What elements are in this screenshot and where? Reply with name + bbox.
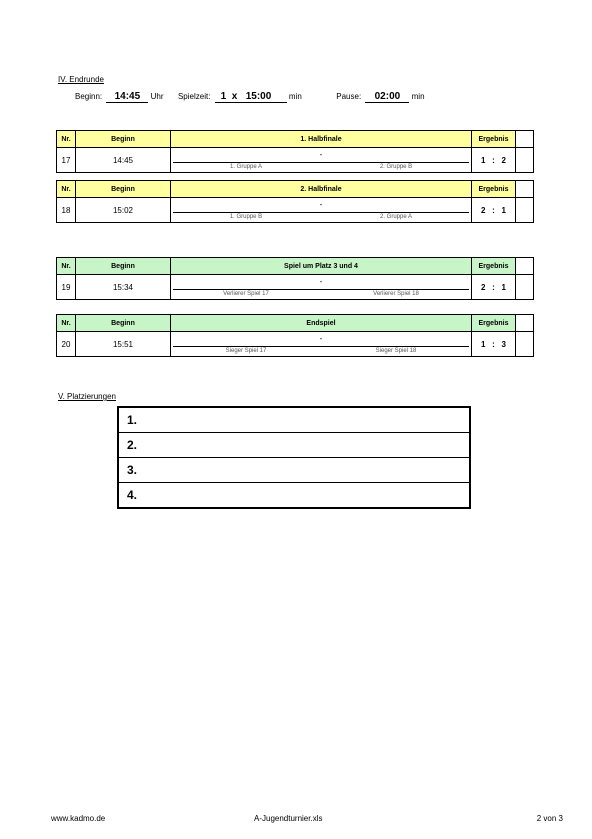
score-sep: : bbox=[492, 155, 495, 165]
place-row-2: 2. bbox=[118, 433, 470, 458]
header-result: Ergebnis bbox=[472, 131, 516, 148]
header-blank bbox=[516, 131, 534, 148]
pause-value: 02:00 bbox=[365, 92, 409, 103]
section-title-endrunde: IV. Endrunde bbox=[58, 75, 104, 84]
section-title-platzierungen: V. Platzierungen bbox=[58, 392, 116, 401]
match-table-endspiel bbox=[56, 314, 534, 357]
schedule-info bbox=[75, 92, 425, 103]
score-home: 2 bbox=[481, 205, 486, 215]
score-sep: : bbox=[492, 205, 495, 215]
header-begin: Beginn bbox=[76, 181, 171, 198]
match-team2: 2. Gruppe B bbox=[379, 164, 413, 170]
header-result: Ergebnis bbox=[472, 315, 516, 332]
footer-page-number: 2 von 3 bbox=[536, 814, 563, 823]
header-nr: Nr. bbox=[57, 315, 76, 332]
begin-label: Beginn: bbox=[75, 92, 103, 101]
header-result: Ergebnis bbox=[472, 258, 516, 275]
match-dash: - bbox=[319, 200, 323, 209]
playtime-label: Spielzeit: bbox=[177, 92, 211, 101]
begin-value: 14:45 bbox=[106, 92, 148, 103]
score-away: 2 bbox=[501, 155, 506, 165]
score-away: 1 bbox=[501, 205, 506, 215]
match-nr: 19 bbox=[57, 275, 76, 300]
playtime-value-group bbox=[215, 92, 287, 103]
match-divider bbox=[173, 346, 469, 347]
match-divider bbox=[173, 289, 469, 290]
match-extra bbox=[516, 332, 534, 357]
score-home: 1 bbox=[481, 339, 486, 349]
match-divider bbox=[173, 162, 469, 163]
header-result: Ergebnis bbox=[472, 181, 516, 198]
match-nr: 20 bbox=[57, 332, 76, 357]
begin-unit: Uhr bbox=[150, 92, 164, 101]
header-nr: Nr. bbox=[57, 258, 76, 275]
match-team1: Sieger Spiel 17 bbox=[225, 348, 267, 354]
match-team2: Sieger Spiel 18 bbox=[375, 348, 417, 354]
header-blank bbox=[516, 181, 534, 198]
playtime-unit: min bbox=[288, 92, 302, 101]
placements-table bbox=[117, 406, 471, 509]
match-score bbox=[472, 332, 516, 357]
match-score bbox=[472, 148, 516, 173]
score-sep: : bbox=[492, 282, 495, 292]
match-divider bbox=[173, 212, 469, 213]
match-extra bbox=[516, 148, 534, 173]
playtime-value: 15:00 bbox=[245, 91, 272, 102]
place-row-1: 1. bbox=[118, 407, 470, 433]
footer-website: www.kadmo.de bbox=[51, 814, 106, 823]
place-row-3: 3. bbox=[118, 458, 470, 483]
header-game: 2. Halbfinale bbox=[171, 181, 472, 198]
match-begin: 15:34 bbox=[76, 275, 171, 300]
match-nr: 17 bbox=[57, 148, 76, 173]
match-team2: 2. Gruppe A bbox=[379, 214, 413, 220]
header-begin: Beginn bbox=[76, 315, 171, 332]
score-home: 1 bbox=[481, 155, 486, 165]
header-game: Endspiel bbox=[171, 315, 472, 332]
score-sep: : bbox=[492, 339, 495, 349]
match-teams bbox=[171, 332, 472, 357]
header-begin: Beginn bbox=[76, 258, 171, 275]
header-blank bbox=[516, 315, 534, 332]
pause-unit: min bbox=[411, 92, 425, 101]
match-teams bbox=[171, 148, 472, 173]
match-begin: 14:45 bbox=[76, 148, 171, 173]
match-table-halbfinale-1 bbox=[56, 130, 534, 173]
playtime-x: x bbox=[231, 91, 238, 102]
match-teams bbox=[171, 198, 472, 223]
header-begin: Beginn bbox=[76, 131, 171, 148]
match-teams bbox=[171, 275, 472, 300]
match-dash: - bbox=[319, 277, 323, 286]
match-dash: - bbox=[319, 334, 323, 343]
header-game: 1. Halbfinale bbox=[171, 131, 472, 148]
match-score bbox=[472, 275, 516, 300]
match-extra bbox=[516, 275, 534, 300]
header-nr: Nr. bbox=[57, 131, 76, 148]
header-blank bbox=[516, 258, 534, 275]
score-home: 2 bbox=[481, 282, 486, 292]
place-row-4: 4. bbox=[118, 483, 470, 509]
match-dash: - bbox=[319, 150, 323, 159]
match-team2: Verlierer Spiel 18 bbox=[373, 291, 419, 297]
header-nr: Nr. bbox=[57, 181, 76, 198]
match-team1: Verlierer Spiel 17 bbox=[223, 291, 269, 297]
match-begin: 15:02 bbox=[76, 198, 171, 223]
header-game: Spiel um Platz 3 und 4 bbox=[171, 258, 472, 275]
score-away: 3 bbox=[501, 339, 506, 349]
playtime-count: 1 bbox=[220, 91, 227, 102]
match-table-platz-3 bbox=[56, 257, 534, 300]
footer-filename: A-Jugendturnier.xls bbox=[254, 814, 323, 823]
match-extra bbox=[516, 198, 534, 223]
match-begin: 15:51 bbox=[76, 332, 171, 357]
pause-label: Pause: bbox=[336, 92, 362, 101]
match-score bbox=[472, 198, 516, 223]
match-team1: 1. Gruppe B bbox=[229, 214, 263, 220]
match-nr: 18 bbox=[57, 198, 76, 223]
match-team1: 1. Gruppe A bbox=[229, 164, 263, 170]
score-away: 1 bbox=[501, 282, 506, 292]
match-table-halbfinale-2 bbox=[56, 180, 534, 223]
